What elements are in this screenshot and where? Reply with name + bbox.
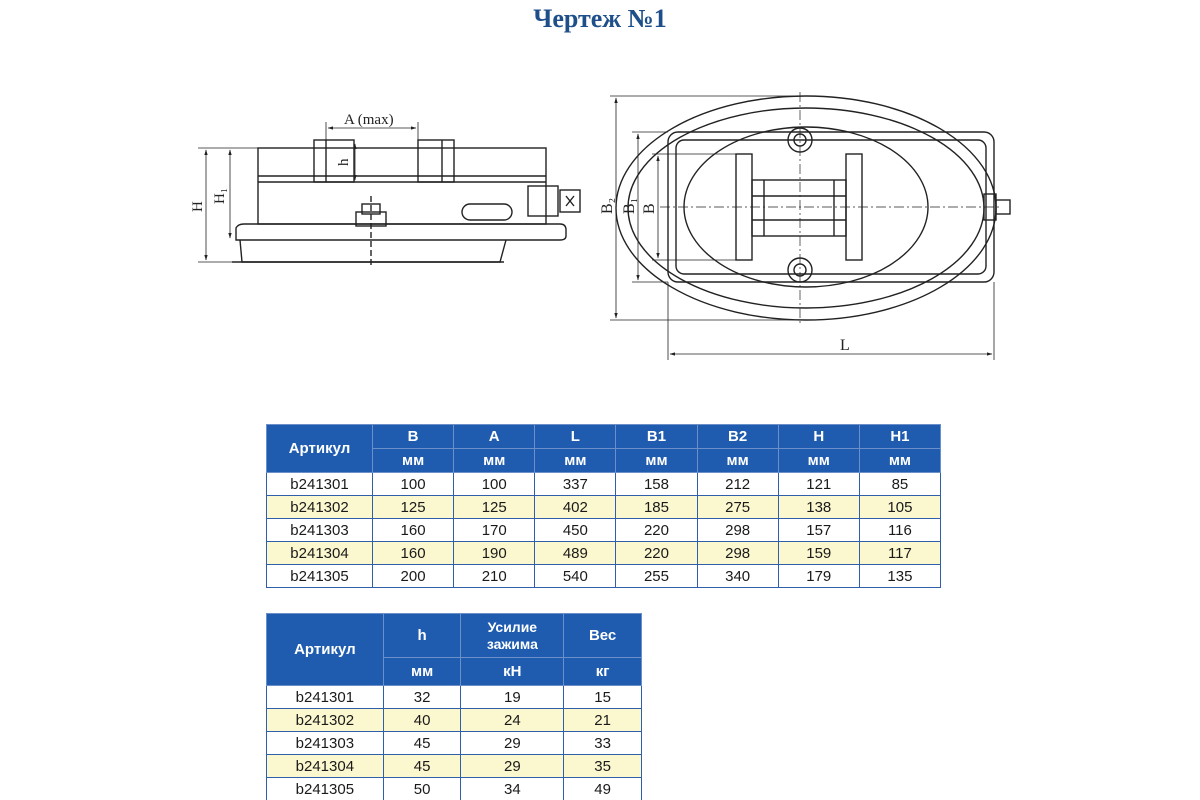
table-cell: 159 bbox=[778, 542, 859, 565]
table-cell: 50 bbox=[383, 778, 461, 800]
table-cell: 100 bbox=[454, 473, 535, 496]
table-cell: 157 bbox=[778, 519, 859, 542]
header-h: h bbox=[383, 614, 461, 658]
table-cell: 33 bbox=[564, 732, 642, 755]
header-clamp-force: Усилие зажима bbox=[461, 614, 564, 658]
table-cell: b241304 bbox=[267, 755, 384, 778]
unit-cell: кг bbox=[564, 658, 642, 686]
table-cell: 200 bbox=[373, 565, 454, 588]
table-cell: b241301 bbox=[267, 473, 373, 496]
table-row bbox=[267, 565, 941, 588]
header-article: Артикул bbox=[267, 614, 384, 686]
table-cell: 170 bbox=[454, 519, 535, 542]
label-B1: B₁ bbox=[621, 197, 638, 214]
table-row bbox=[267, 542, 941, 565]
unit-cell: мм bbox=[383, 658, 461, 686]
side-base-lower bbox=[240, 240, 506, 262]
label-H1: H₁ bbox=[212, 187, 228, 204]
label-H: H bbox=[190, 201, 206, 212]
table-row bbox=[267, 496, 941, 519]
table-row bbox=[267, 709, 642, 732]
table-cell: 160 bbox=[373, 542, 454, 565]
header-A: A bbox=[454, 425, 535, 449]
unit-cell: мм bbox=[616, 449, 697, 473]
table-cell: 340 bbox=[697, 565, 778, 588]
table-cell: 210 bbox=[454, 565, 535, 588]
unit-cell: мм bbox=[778, 449, 859, 473]
label-B: B bbox=[641, 203, 658, 214]
table-cell: b241302 bbox=[267, 496, 373, 519]
table-cell: 29 bbox=[461, 755, 564, 778]
table-cell: 255 bbox=[616, 565, 697, 588]
table-cell: 85 bbox=[859, 473, 940, 496]
header-B: B bbox=[373, 425, 454, 449]
side-body bbox=[258, 148, 546, 224]
table-row bbox=[267, 519, 941, 542]
force-weight-table bbox=[266, 613, 642, 800]
header-L: L bbox=[535, 425, 616, 449]
table-cell: 298 bbox=[697, 519, 778, 542]
table-cell: 29 bbox=[461, 732, 564, 755]
header-article: Артикул bbox=[267, 425, 373, 473]
table-cell: 540 bbox=[535, 565, 616, 588]
table-row bbox=[267, 732, 642, 755]
table-row bbox=[267, 473, 941, 496]
table-row bbox=[267, 686, 642, 709]
table-cell: b241305 bbox=[267, 778, 384, 800]
unit-cell: мм bbox=[859, 449, 940, 473]
header-weight: Вес bbox=[564, 614, 642, 658]
table-cell: 35 bbox=[564, 755, 642, 778]
table-cell: 190 bbox=[454, 542, 535, 565]
table-cell: 337 bbox=[535, 473, 616, 496]
label-L: L bbox=[840, 337, 850, 354]
header-H1: H1 bbox=[859, 425, 940, 449]
table-cell: 489 bbox=[535, 542, 616, 565]
top-view bbox=[610, 92, 1010, 360]
table-cell: 158 bbox=[616, 473, 697, 496]
table-cell: 125 bbox=[373, 496, 454, 519]
table-cell: b241302 bbox=[267, 709, 384, 732]
label-B2: B₂ bbox=[599, 197, 616, 214]
header-B2: B2 bbox=[697, 425, 778, 449]
unit-cell: мм bbox=[697, 449, 778, 473]
dimensions-table bbox=[266, 424, 941, 588]
unit-cell: кН bbox=[461, 658, 564, 686]
table-cell: 32 bbox=[383, 686, 461, 709]
table-cell: 298 bbox=[697, 542, 778, 565]
table-cell: 105 bbox=[859, 496, 940, 519]
table-cell: 19 bbox=[461, 686, 564, 709]
table-cell: 402 bbox=[535, 496, 616, 519]
table-cell: 220 bbox=[616, 519, 697, 542]
header-H: H bbox=[778, 425, 859, 449]
unit-cell: мм bbox=[535, 449, 616, 473]
table-cell: 45 bbox=[383, 732, 461, 755]
table-row bbox=[267, 755, 642, 778]
table-cell: 125 bbox=[454, 496, 535, 519]
table-cell: 179 bbox=[778, 565, 859, 588]
table-cell: 117 bbox=[859, 542, 940, 565]
side-screw-housing bbox=[528, 186, 558, 216]
label-h-small: h bbox=[336, 158, 352, 166]
table-cell: 40 bbox=[383, 709, 461, 732]
table-cell: 116 bbox=[859, 519, 940, 542]
table-cell: 21 bbox=[564, 709, 642, 732]
table-cell: 15 bbox=[564, 686, 642, 709]
table-cell: 212 bbox=[697, 473, 778, 496]
table-cell: 138 bbox=[778, 496, 859, 519]
table-cell: 45 bbox=[383, 755, 461, 778]
table-cell: 121 bbox=[778, 473, 859, 496]
table-cell: b241304 bbox=[267, 542, 373, 565]
table-cell: 49 bbox=[564, 778, 642, 800]
unit-cell: мм bbox=[454, 449, 535, 473]
table-cell: 135 bbox=[859, 565, 940, 588]
table-cell: 220 bbox=[616, 542, 697, 565]
table-cell: 24 bbox=[461, 709, 564, 732]
table-cell: 160 bbox=[373, 519, 454, 542]
unit-cell: мм bbox=[373, 449, 454, 473]
table-cell: 100 bbox=[373, 473, 454, 496]
table-cell: 275 bbox=[697, 496, 778, 519]
table-row bbox=[267, 778, 642, 800]
header-B1: B1 bbox=[616, 425, 697, 449]
table-cell: b241305 bbox=[267, 565, 373, 588]
table-cell: b241303 bbox=[267, 519, 373, 542]
side-base-plate bbox=[236, 224, 566, 240]
table-cell: 450 bbox=[535, 519, 616, 542]
table-cell: b241301 bbox=[267, 686, 384, 709]
side-view bbox=[198, 122, 580, 268]
table-cell: 185 bbox=[616, 496, 697, 519]
table-cell: b241303 bbox=[267, 732, 384, 755]
page-title: Чертеж №1 bbox=[533, 4, 667, 33]
label-a-max: A (max) bbox=[344, 112, 394, 128]
table-cell: 34 bbox=[461, 778, 564, 800]
